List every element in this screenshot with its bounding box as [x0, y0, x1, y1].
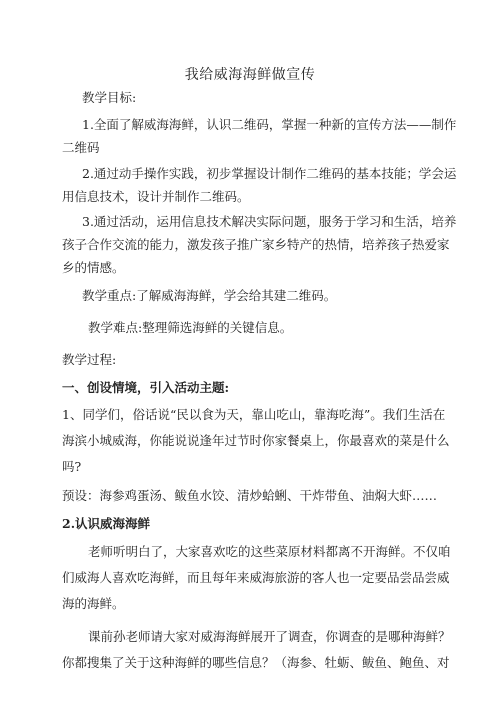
- objectives-heading: 教学目标:: [82, 90, 137, 105]
- section-1-line-3: 吗?: [62, 459, 82, 474]
- preset-answers: 预设：海参鸡蛋汤、鲅鱼水饺、清炒蛤蜊、干炸带鱼、油焖大虾……: [62, 488, 438, 503]
- section-2-paragraph-1-line-1: 老师听明白了，大家喜欢吃的这些菜原材料都离不开海鲜。不仅咱: [88, 544, 451, 559]
- teaching-difficulty: 教学难点:整理筛选海鲜的关键信息。: [88, 320, 293, 335]
- objective-2-line-2: 用信息技术，设计并制作二维码。: [62, 189, 250, 204]
- objective-1-line-1: 1.全面了解威海海鲜，认识二维码，掌握一种新的宣传方法——制作: [82, 117, 457, 132]
- section-1-line-2: 海滨小城威海，你能说说逢年过节时你家餐桌上，你最喜欢的菜是什么: [62, 433, 450, 448]
- objective-3-line-2: 孩子合作交流的能力，激发孩子推广家乡特产的热情，培养孩子热爱家: [62, 237, 450, 252]
- objective-1-line-2: 二维码: [62, 140, 100, 155]
- section-2-paragraph-1-line-3: 海的海鲜。: [62, 596, 125, 611]
- teaching-key-point: 教学重点:了解威海海鲜，学会给其建二维码。: [82, 288, 337, 303]
- objective-3-line-1: 3.通过活动，运用信息技术解决实际问题，服务于学习和生活，培养: [82, 214, 457, 229]
- objective-2-line-1: 2.通过动手操作实践，初步掌握设计制作二维码的基本技能；学会运: [82, 166, 457, 181]
- process-heading: 教学过程:: [62, 352, 117, 367]
- section-2-paragraph-2-line-1: 课前孙老师请大家对威海海鲜展开了调查，你调查的是哪种海鲜？: [88, 629, 451, 644]
- section-1-line-1: 1、同学们，俗话说“民以食为天，靠山吃山，靠海吃海”。我们生活在: [62, 407, 446, 422]
- section-1-heading: 一、创设情境，引入活动主题:: [62, 380, 230, 395]
- document-title: 我给威海海鲜做宣传: [184, 67, 316, 83]
- section-2-paragraph-1-line-2: 们威海人喜欢吃海鲜，而且每年来威海旅游的客人也一定要品尝品尝威: [62, 570, 450, 585]
- objective-3-line-3: 乡的情感。: [62, 260, 125, 275]
- section-2-paragraph-2-line-2: 你都搜集了关于这种海鲜的哪些信息？（海参、牡蛎、鲅鱼、鲍鱼、对: [62, 655, 450, 670]
- section-2-heading: 2.认识威海海鲜: [62, 516, 151, 531]
